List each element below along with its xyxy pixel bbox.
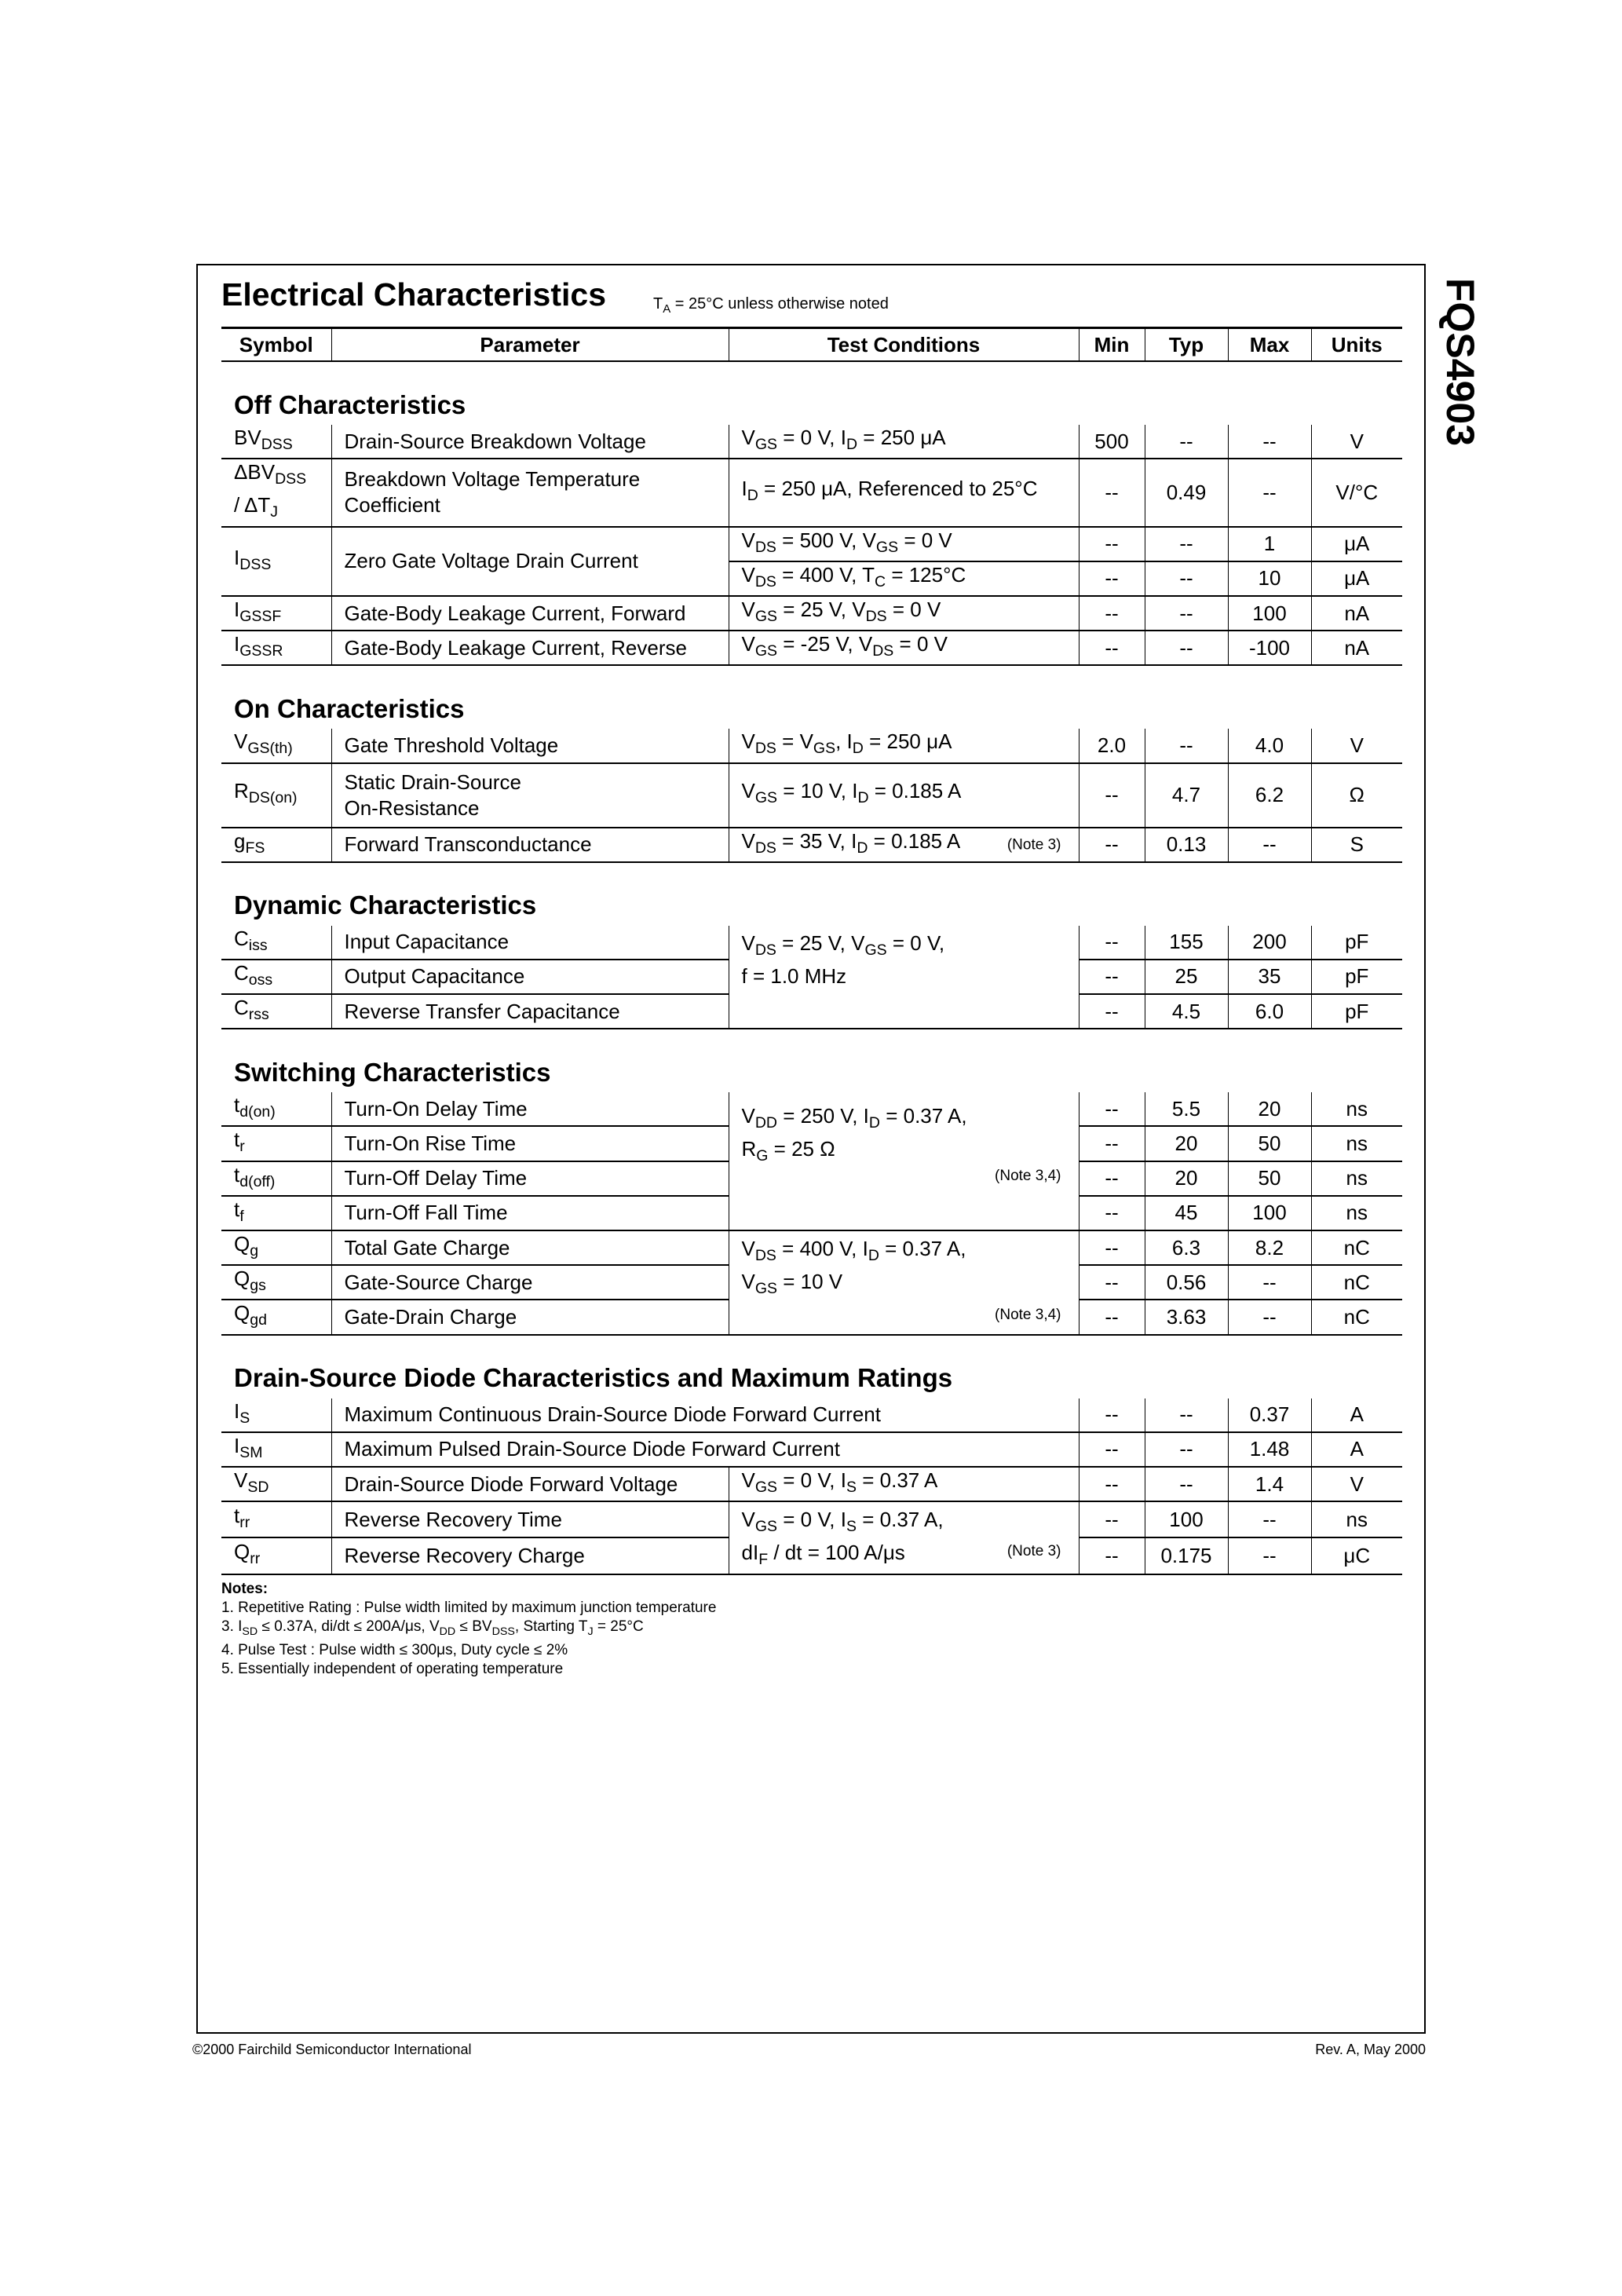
- unit-cell: Ω: [1311, 763, 1402, 828]
- parameter-cell: Forward Transconductance: [331, 828, 729, 862]
- max-cell: 1: [1228, 527, 1311, 561]
- table-row: [221, 763, 1402, 828]
- condition-cell: $V_{GS} = -25$ V, $V_{DS} = 0$ V: [729, 631, 1079, 665]
- condition-line: $V_{DS} = 400$ V, $I_D = 0.37$ A,: [741, 1237, 966, 1265]
- parameter-line: Coefficient: [344, 493, 440, 517]
- unit-cell: A: [1311, 1432, 1402, 1467]
- min-cell: 500: [1079, 425, 1145, 459]
- table-row: [221, 425, 1402, 459]
- note-reference: (Note 3,4): [995, 1306, 1061, 1323]
- unit-cell: V: [1311, 1467, 1402, 1501]
- header-symbol: Symbol: [221, 328, 331, 362]
- max-cell: 20: [1228, 1092, 1311, 1126]
- max-cell: --: [1228, 459, 1311, 526]
- note-1: 1. Repetitive Rating : Pulse width limited by maximum junction temperature: [221, 1600, 717, 1616]
- max-cell: 50: [1228, 1126, 1311, 1161]
- max-cell: 0.37: [1228, 1398, 1311, 1432]
- parameter-cell: Reverse Recovery Charge: [331, 1537, 729, 1574]
- note-4: 4. Pulse Test : Pulse width ≤ 300μs, Duty cycle ≤ 2%: [221, 1641, 568, 1658]
- symbol-cell: $t_{d(on)}$: [221, 1092, 331, 1126]
- parameter-cell: Turn-Off Fall Time: [331, 1196, 729, 1230]
- symbol-cell: $C_{iss}$: [221, 926, 331, 960]
- condition-cell: [729, 1230, 1079, 1335]
- table-row: [221, 631, 1402, 665]
- parameter-cell: Gate Threshold Voltage: [331, 729, 729, 762]
- note-5: 5. Essentially independent of operating temperature: [221, 1660, 564, 1677]
- typ-cell: --: [1145, 1432, 1228, 1467]
- typ-cell: --: [1145, 729, 1228, 762]
- typ-cell: 155: [1145, 926, 1228, 960]
- unit-cell: pF: [1311, 960, 1402, 994]
- max-cell: 1.4: [1228, 1467, 1311, 1501]
- min-cell: --: [1079, 1467, 1145, 1501]
- condition-cell: $I_D = 250$ μA, Referenced to 25°C: [729, 459, 1079, 526]
- min-cell: --: [1079, 1092, 1145, 1126]
- table-row: [221, 729, 1402, 762]
- min-cell: --: [1079, 1265, 1145, 1300]
- condition-cell: [729, 1501, 1079, 1574]
- min-cell: --: [1079, 1230, 1145, 1265]
- condition-cell: [729, 828, 1079, 862]
- condition-text: $V_{DS} = 35$ V, $I_D = 0.185$ A: [741, 828, 961, 857]
- footer-copyright: ©2000 Fairchild Semiconductor International: [192, 2042, 472, 2057]
- parameter-line: Breakdown Voltage Temperature: [344, 467, 641, 492]
- max-cell: 8.2: [1228, 1230, 1311, 1265]
- max-cell: 50: [1228, 1161, 1311, 1196]
- typ-cell: 0.13: [1145, 828, 1228, 862]
- typ-cell: 20: [1145, 1161, 1228, 1196]
- parameter-cell: Zero Gate Voltage Drain Current: [331, 527, 729, 596]
- notes-heading: Notes:: [221, 1581, 269, 1597]
- section-heading-row: [221, 1335, 1402, 1398]
- parameter-cell: [331, 459, 729, 526]
- unit-cell: pF: [1311, 994, 1402, 1029]
- condition-cell: $V_{DS} = V_{GS}$, $I_D = 250$ μA: [729, 729, 1079, 762]
- parameter-cell: Total Gate Charge: [331, 1230, 729, 1265]
- unit-cell: μA: [1311, 527, 1402, 561]
- min-cell: --: [1079, 1196, 1145, 1230]
- parameter-cell: [331, 763, 729, 828]
- table-row: [221, 1398, 1402, 1432]
- min-cell: --: [1079, 926, 1145, 960]
- condition-line: $V_{DD} = 250$ V, $I_D = 0.37$ A,: [741, 1104, 967, 1132]
- section-diode-title: Drain-Source Diode Characteristics and Maximum Ratings: [234, 1363, 953, 1393]
- notes-block: [221, 1580, 716, 1679]
- symbol-cell: $t_{d(off)}$: [221, 1161, 331, 1196]
- table-row: [221, 527, 1402, 561]
- parameter-line: On-Resistance: [344, 795, 480, 820]
- parameter-cell: Maximum Pulsed Drain-Source Diode Forward Current: [331, 1432, 1079, 1467]
- table-row: [221, 459, 1402, 526]
- parameter-cell: Output Capacitance: [331, 960, 729, 994]
- max-cell: 35: [1228, 960, 1311, 994]
- unit-cell: nC: [1311, 1230, 1402, 1265]
- unit-cell: nA: [1311, 631, 1402, 665]
- note-3: 3. $I_{SD} \le 0.37A$, di/dt ≤ 200A/μs, $V_{DD} \le BV_{DSS}$, Starting $T_J = 25^\circ C$: [221, 1618, 644, 1638]
- symbol-cell: $Q_g$: [221, 1230, 331, 1265]
- symbol-cell: $I_S$: [221, 1398, 331, 1432]
- symbol-cell: $Q_{gs}$: [221, 1265, 331, 1300]
- header-typ: Typ: [1145, 328, 1228, 362]
- parameter-cell: Gate-Drain Charge: [331, 1300, 729, 1334]
- parameter-cell: Gate-Source Charge: [331, 1265, 729, 1300]
- symbol-cell: $C_{oss}$: [221, 960, 331, 994]
- unit-cell: A: [1311, 1398, 1402, 1432]
- table-row: [221, 1432, 1402, 1467]
- typ-cell: --: [1145, 527, 1228, 561]
- table-row: [221, 926, 1402, 960]
- unit-cell: pF: [1311, 926, 1402, 960]
- unit-cell: nC: [1311, 1265, 1402, 1300]
- table-header-row: [221, 328, 1402, 362]
- typ-cell: --: [1145, 1467, 1228, 1501]
- parameter-cell: Gate-Body Leakage Current, Reverse: [331, 631, 729, 665]
- typ-cell: 25: [1145, 960, 1228, 994]
- min-cell: --: [1079, 994, 1145, 1029]
- max-cell: 10: [1228, 561, 1311, 596]
- parameter-cell: Reverse Recovery Time: [331, 1501, 729, 1537]
- symbol-cell: $V_{GS(th)}$: [221, 729, 331, 762]
- part-number-text: FQS4903: [1438, 277, 1482, 447]
- parameter-cell: Turn-On Rise Time: [331, 1126, 729, 1161]
- symbol-cell: $t_{rr}$: [221, 1501, 331, 1537]
- unit-cell: ns: [1311, 1161, 1402, 1196]
- min-cell: --: [1079, 1537, 1145, 1574]
- min-cell: --: [1079, 561, 1145, 596]
- parameter-cell: Maximum Continuous Drain-Source Diode Forward Current: [331, 1398, 1079, 1432]
- symbol-cell: $R_{DS(on)}$: [221, 763, 331, 828]
- unit-cell: ns: [1311, 1126, 1402, 1161]
- max-cell: 100: [1228, 596, 1311, 631]
- symbol-line: / $\Delta T_J$: [234, 493, 279, 521]
- unit-cell: S: [1311, 828, 1402, 862]
- symbol-cell: $Q_{gd}$: [221, 1300, 331, 1334]
- section-off-title: Off Characteristics: [234, 389, 466, 419]
- unit-cell: nC: [1311, 1300, 1402, 1334]
- parameter-cell: Drain-Source Breakdown Voltage: [331, 425, 729, 459]
- note-reference: (Note 3): [1006, 836, 1061, 854]
- parameter-cell: Reverse Transfer Capacitance: [331, 994, 729, 1029]
- section-heading-row: [221, 665, 1402, 729]
- unit-cell: μA: [1311, 561, 1402, 596]
- unit-cell: μC: [1311, 1537, 1402, 1574]
- min-cell: --: [1079, 1126, 1145, 1161]
- min-cell: --: [1079, 960, 1145, 994]
- max-cell: 100: [1228, 1196, 1311, 1230]
- typ-cell: 4.7: [1145, 763, 1228, 828]
- condition-line: $V_{GS} = 10$ V: [741, 1270, 843, 1298]
- typ-cell: 4.5: [1145, 994, 1228, 1029]
- header-units: Units: [1311, 328, 1402, 362]
- parameter-cell: Drain-Source Diode Forward Voltage: [331, 1467, 729, 1501]
- parameter-cell: Gate-Body Leakage Current, Forward: [331, 596, 729, 631]
- symbol-cell: $V_{SD}$: [221, 1467, 331, 1501]
- table-row: [221, 828, 1402, 862]
- max-cell: 200: [1228, 926, 1311, 960]
- min-cell: --: [1079, 1300, 1145, 1334]
- unit-cell: V/°C: [1311, 459, 1402, 526]
- section-heading-row: [221, 1029, 1402, 1092]
- condition-cell: $V_{GS} = 0$ V, $I_S = 0.37$ A: [729, 1467, 1079, 1501]
- max-cell: 6.0: [1228, 994, 1311, 1029]
- header-test-conditions: Test Conditions: [729, 328, 1079, 362]
- symbol-cell: $I_{DSS}$: [221, 527, 331, 596]
- typ-cell: --: [1145, 631, 1228, 665]
- min-cell: --: [1079, 1398, 1145, 1432]
- condition-cell: $V_{GS} = 25$ V, $V_{DS} = 0$ V: [729, 596, 1079, 631]
- symbol-cell: $t_f$: [221, 1196, 331, 1230]
- parameter-cell: Turn-On Delay Time: [331, 1092, 729, 1126]
- max-cell: -100: [1228, 631, 1311, 665]
- condition-cell: [729, 1092, 1079, 1230]
- symbol-cell: $t_r$: [221, 1126, 331, 1161]
- symbol-cell: $Q_{rr}$: [221, 1537, 331, 1574]
- parameter-cell: Turn-Off Delay Time: [331, 1161, 729, 1196]
- min-cell: 2.0: [1079, 729, 1145, 762]
- typ-cell: 6.3: [1145, 1230, 1228, 1265]
- symbol-cell: $BV_{DSS}$: [221, 425, 331, 459]
- table-row: [221, 1467, 1402, 1501]
- typ-cell: --: [1145, 1398, 1228, 1432]
- title-note: $T_A = 25^\circ C$ unless otherwise noted: [653, 295, 889, 316]
- typ-cell: 3.63: [1145, 1300, 1228, 1334]
- typ-cell: --: [1145, 425, 1228, 459]
- max-cell: --: [1228, 1300, 1311, 1334]
- section-on-title: On Characteristics: [234, 693, 465, 723]
- max-cell: 4.0: [1228, 729, 1311, 762]
- unit-cell: ns: [1311, 1501, 1402, 1537]
- symbol-cell: $C_{rss}$: [221, 994, 331, 1029]
- typ-cell: 20: [1145, 1126, 1228, 1161]
- electrical-characteristics-table: [221, 327, 1402, 1575]
- note-reference: (Note 3,4): [995, 1168, 1061, 1184]
- condition-cell: [729, 926, 1079, 1029]
- condition-line: f = 1.0 MHz: [741, 963, 847, 988]
- unit-cell: V: [1311, 425, 1402, 459]
- symbol-line: $\Delta BV_{DSS}$: [234, 460, 307, 488]
- min-cell: --: [1079, 1432, 1145, 1467]
- min-cell: --: [1079, 1501, 1145, 1537]
- condition-line: $V_{DS} = 25$ V, $V_{GS} = 0$ V,: [741, 930, 945, 959]
- max-cell: --: [1228, 1537, 1311, 1574]
- header-min: Min: [1079, 328, 1145, 362]
- section-switching-title: Switching Characteristics: [234, 1057, 551, 1087]
- max-cell: --: [1228, 828, 1311, 862]
- section-dynamic-title: Dynamic Characteristics: [234, 890, 537, 920]
- typ-cell: --: [1145, 561, 1228, 596]
- part-number-side-label: [1437, 264, 1484, 460]
- table-row: [221, 1501, 1402, 1537]
- condition-cell: $V_{DS} = 500$ V, $V_{GS} = 0$ V: [729, 527, 1079, 561]
- condition-line: $V_{GS} = 0$ V, $I_S = 0.37$ A,: [741, 1508, 944, 1536]
- footer-revision: Rev. A, May 2000: [1315, 2042, 1426, 2057]
- max-cell: 6.2: [1228, 763, 1311, 828]
- table-row: [221, 1230, 1402, 1265]
- typ-cell: 0.56: [1145, 1265, 1228, 1300]
- parameter-cell: Input Capacitance: [331, 926, 729, 960]
- min-cell: --: [1079, 1161, 1145, 1196]
- condition-line: $dI_F$ / dt = 100 A/μs: [741, 1541, 905, 1569]
- parameter-line: Static Drain-Source: [344, 770, 521, 794]
- section-heading-row: [221, 361, 1402, 425]
- symbol-cell: $g_{FS}$: [221, 828, 331, 862]
- min-cell: --: [1079, 763, 1145, 828]
- max-cell: --: [1228, 1265, 1311, 1300]
- unit-cell: nA: [1311, 596, 1402, 631]
- symbol-cell: [221, 459, 331, 526]
- page-title: Electrical Characteristics: [221, 276, 606, 313]
- min-cell: --: [1079, 527, 1145, 561]
- typ-cell: 100: [1145, 1501, 1228, 1537]
- condition-cell: $V_{DS} = 400$ V, $T_C = 125^\circ C$: [729, 561, 1079, 596]
- unit-cell: ns: [1311, 1092, 1402, 1126]
- condition-line: $R_G = 25$ Ω: [741, 1137, 835, 1165]
- note-reference: (Note 3): [1006, 1542, 1061, 1559]
- typ-cell: 0.49: [1145, 459, 1228, 526]
- condition-cell: $V_{GS} = 10$ V, $I_D = 0.185$ A: [729, 763, 1079, 828]
- max-cell: --: [1228, 1501, 1311, 1537]
- min-cell: --: [1079, 828, 1145, 862]
- symbol-cell: $I_{GSSF}$: [221, 596, 331, 631]
- min-cell: --: [1079, 459, 1145, 526]
- unit-cell: V: [1311, 729, 1402, 762]
- min-cell: --: [1079, 631, 1145, 665]
- header-parameter: Parameter: [331, 328, 729, 362]
- typ-cell: 0.175: [1145, 1537, 1228, 1574]
- header-max: Max: [1228, 328, 1311, 362]
- typ-cell: --: [1145, 596, 1228, 631]
- max-cell: 1.48: [1228, 1432, 1311, 1467]
- typ-cell: 5.5: [1145, 1092, 1228, 1126]
- typ-cell: 45: [1145, 1196, 1228, 1230]
- condition-cell: $V_{GS} = 0$ V, $I_D = 250$ μA: [729, 425, 1079, 459]
- max-cell: --: [1228, 425, 1311, 459]
- unit-cell: ns: [1311, 1196, 1402, 1230]
- table-row: [221, 596, 1402, 631]
- section-heading-row: [221, 862, 1402, 926]
- symbol-cell: $I_{SM}$: [221, 1432, 331, 1467]
- title-row: [221, 276, 1399, 324]
- min-cell: --: [1079, 596, 1145, 631]
- symbol-cell: $I_{GSSR}$: [221, 631, 331, 665]
- table-row: [221, 1092, 1402, 1126]
